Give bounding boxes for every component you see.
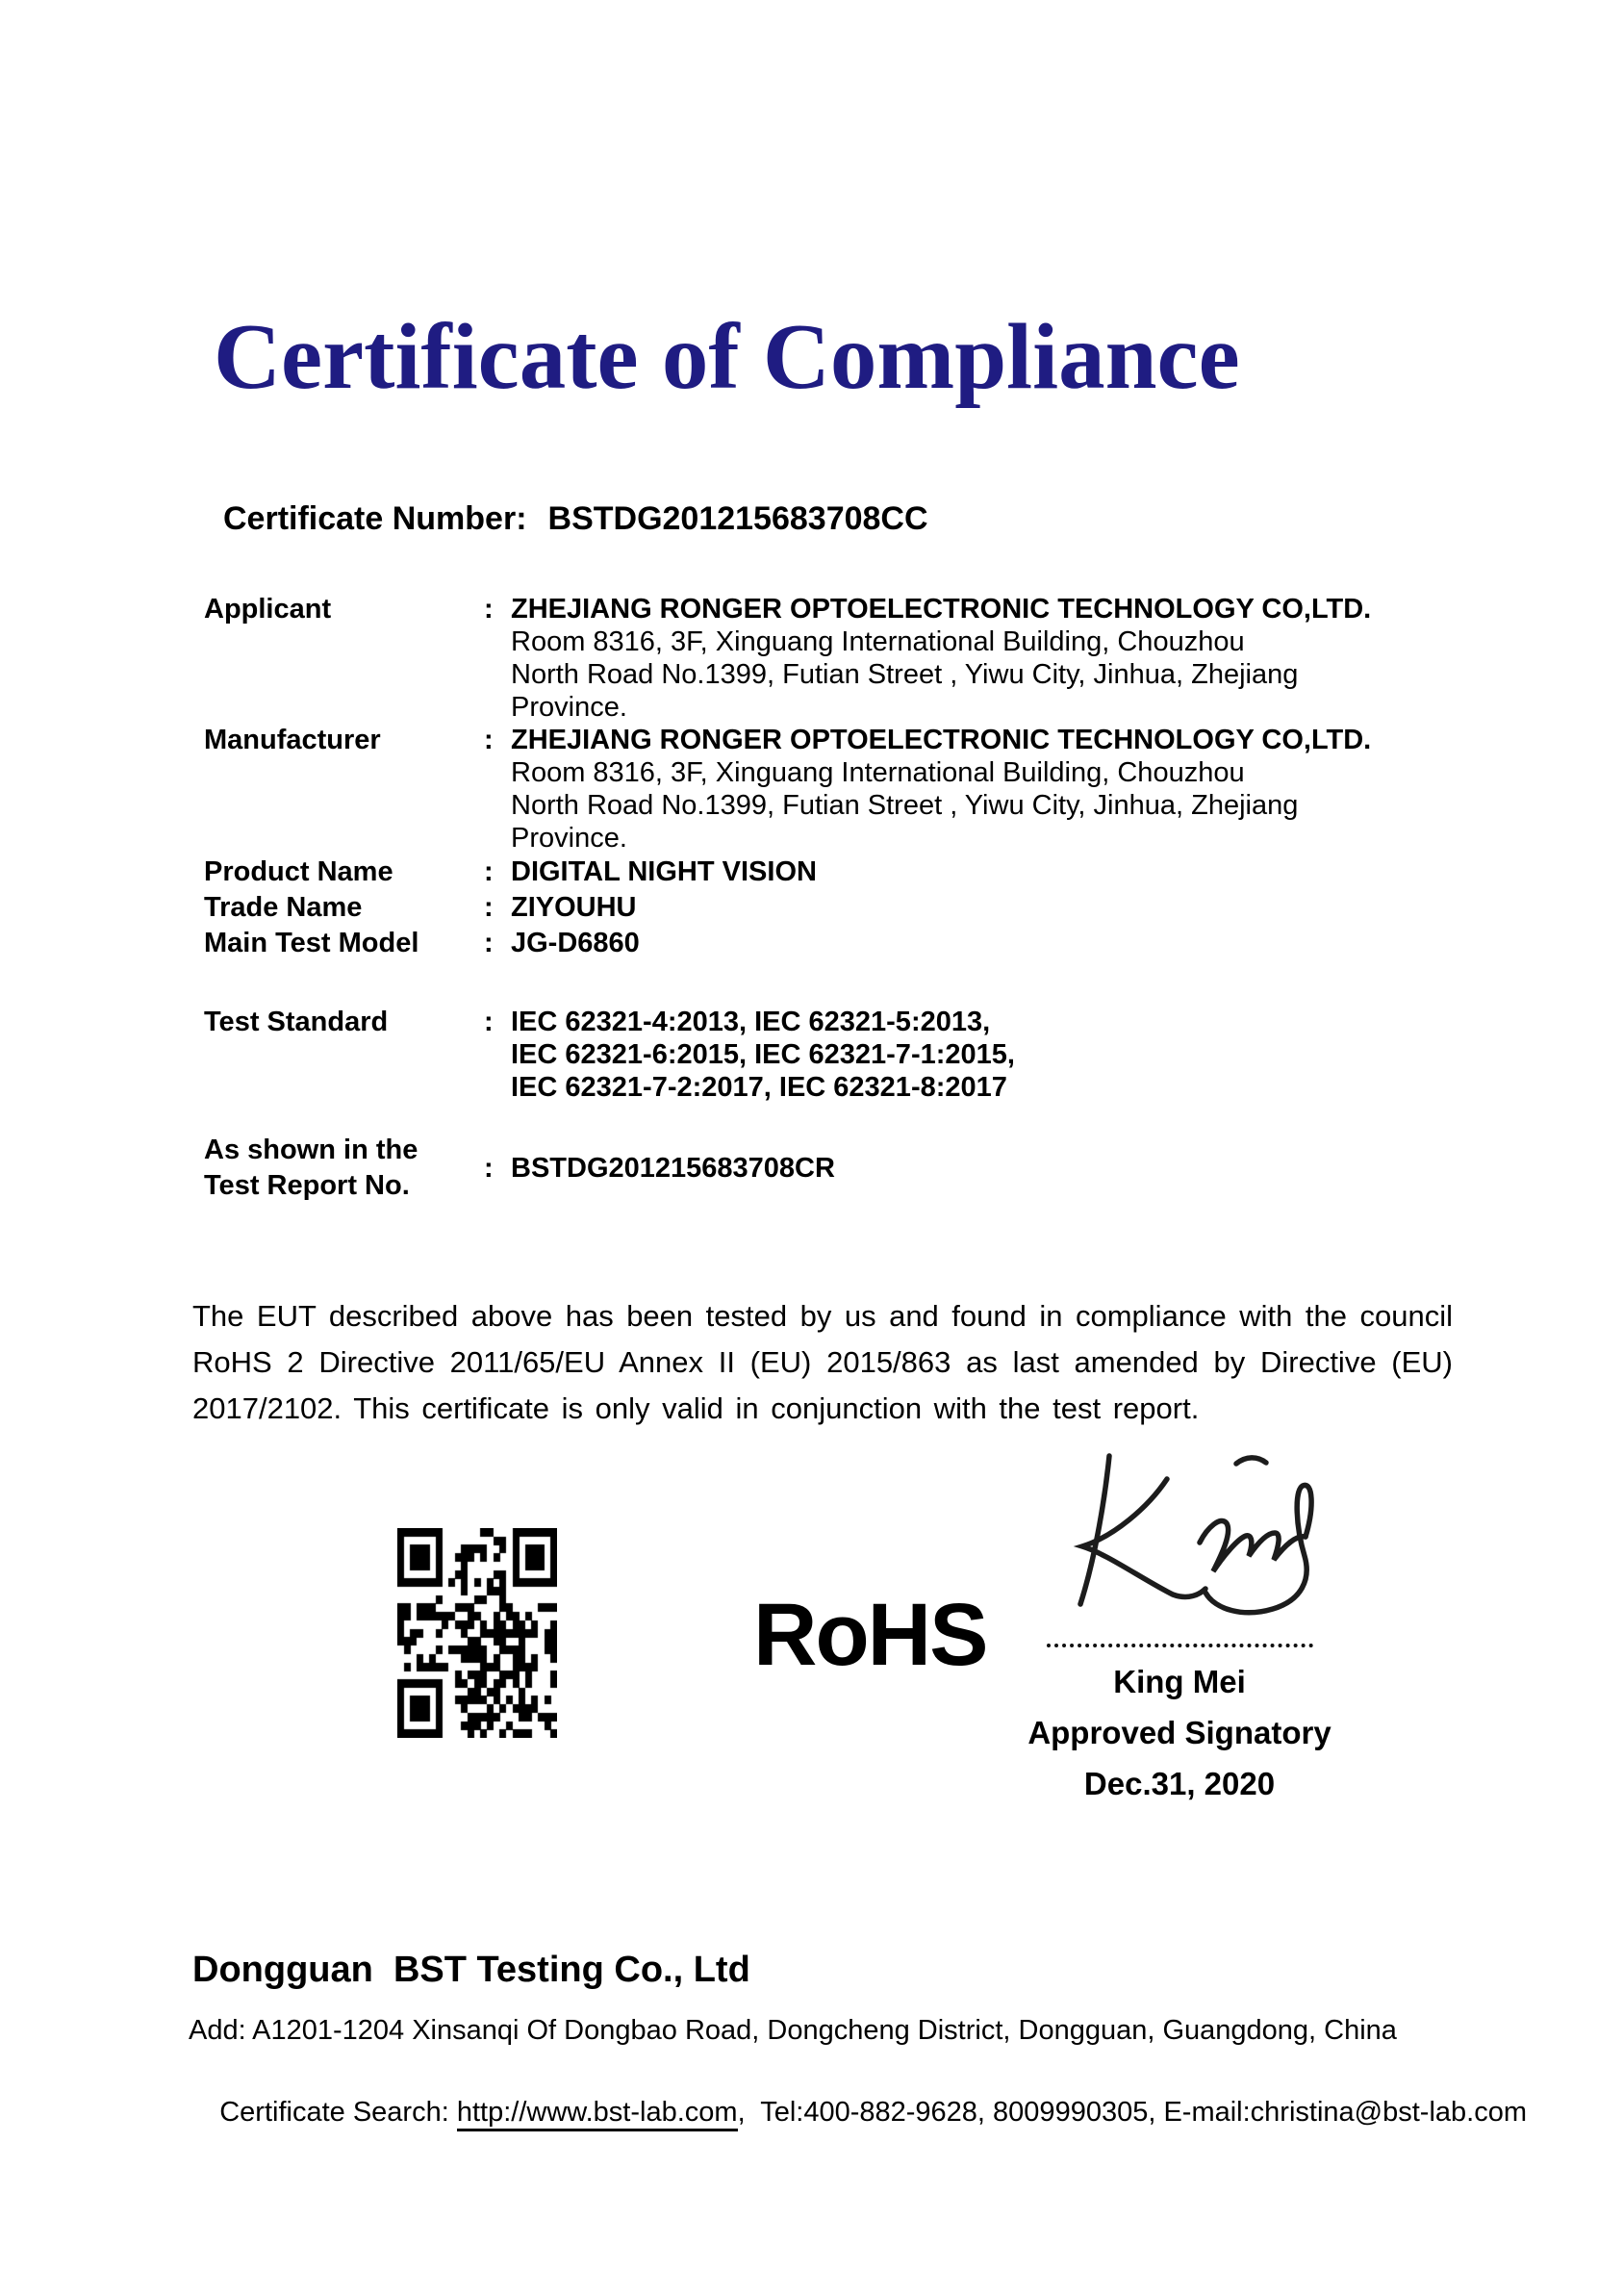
field-label: Product Name (204, 856, 393, 887)
field-label: Manufacturer (204, 725, 381, 755)
field-row (204, 890, 1484, 926)
field-colon: : (484, 856, 494, 887)
page-title: Certificate of Compliance (214, 305, 1240, 408)
field-row (204, 724, 1484, 855)
field-row (204, 593, 1484, 724)
field-value: JG-D6860 (511, 928, 640, 958)
field-label: Main Test Model (204, 928, 419, 958)
certificate-number-label: Certificate Number: (223, 500, 527, 537)
certificate-number-row (223, 500, 928, 538)
field-colon: : (484, 892, 494, 923)
fields-table (204, 593, 1484, 1204)
field-colon: : (484, 594, 494, 625)
signatory-role: Approved Signatory (1027, 1715, 1331, 1750)
field-row (204, 855, 1484, 890)
certificate-search-line (189, 2065, 1527, 2160)
field-value: ZHEJIANG RONGER OPTOELECTRONIC TECHNOLOGY CO,LTD. Room 8316, 3F, Xinguang International Building, Chouzhou North Road No.1399, Futian Street , Yiwu City, Jinhua, Zhejiang Province. (511, 725, 1372, 854)
field-row (204, 926, 1484, 961)
field-row (204, 1006, 1484, 1104)
field-value: BSTDG201215683708CR (511, 1153, 835, 1184)
field-value: ZHEJIANG RONGER OPTOELECTRONIC TECHNOLOGY CO,LTD. Room 8316, 3F, Xinguang International Building, Chouzhou North Road No.1399, Futian Street , Yiwu City, Jinhua, Zhejiang Province. (511, 594, 1372, 723)
field-label: Applicant (204, 594, 332, 625)
signature-date: Dec.31, 2020 (1083, 1766, 1276, 1801)
compliance-statement: The EUT described above has been tested by us and found in compliance with the council RoHS 2 Directive 2011/65/EU Annex II (EU) 2015/863 as last amended by Directive (EU) 2017/2102. This certificate is only valid in conjunction with the test report. (192, 1299, 1453, 1425)
field-value: ZIYOUHU (511, 892, 637, 923)
field-colon: : (484, 1007, 494, 1037)
certificate-number-value: BSTDG201215683708CC (547, 500, 928, 537)
field-label: Test Standard (204, 1007, 389, 1037)
field-label: As shown in the Test Report No. (204, 1135, 418, 1201)
lab-address: Add: A1201-1204 Xinsanqi Of Dongbao Road, Dongcheng District, Dongguan, Guangdong, China (189, 2015, 1397, 2046)
certificate-search-link[interactable]: http://www.bst-lab.com (457, 2097, 738, 2131)
field-label: Trade Name (204, 892, 363, 923)
rohs-mark: RoHS (753, 1586, 987, 1684)
signature-handwriting-icon (1053, 1448, 1342, 1645)
certificate-search-label: Certificate Search: (219, 2097, 457, 2128)
field-value: IEC 62321-4:2013, IEC 62321-5:2013, IEC 62321-6:2015, IEC 62321-7-1:2015, IEC 62321-7-2:2017, IEC 62321-8:2017 (511, 1007, 1015, 1103)
signature-dotted-line (1047, 1630, 1313, 1647)
field-value: DIGITAL NIGHT VISION (511, 856, 817, 887)
field-row (204, 1133, 1484, 1204)
field-colon: : (484, 1153, 494, 1184)
field-colon: : (484, 928, 494, 958)
qr-code-icon (397, 1528, 557, 1738)
lab-company-name: Dongguan BST Testing Co., Ltd (192, 1950, 750, 1990)
lab-contact-info: , Tel:400-882-9628, 8009990305, E-mail:christina@bst-lab.com (737, 2097, 1527, 2128)
signatory-name: King Mei (1113, 1664, 1246, 1699)
field-colon: : (484, 725, 494, 755)
